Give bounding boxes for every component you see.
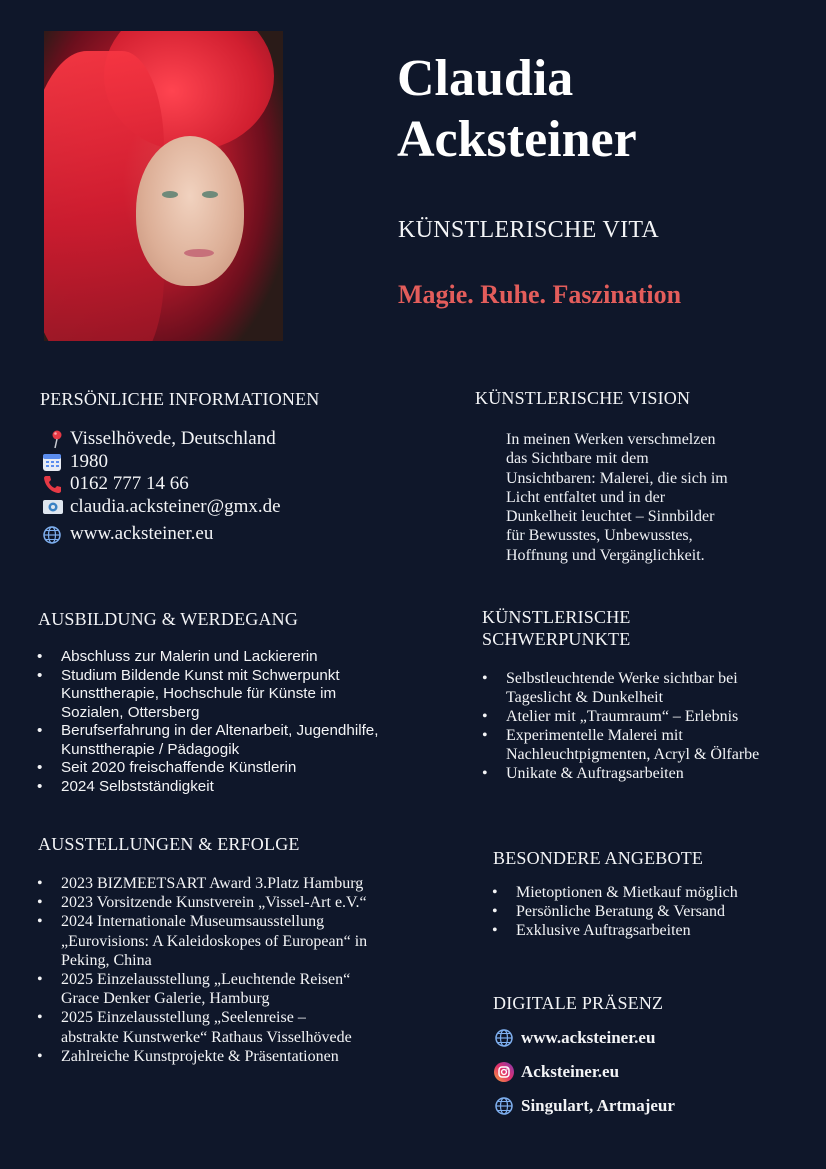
personal-info-heading: PERSÖNLICHE INFORMATIONEN <box>40 389 320 409</box>
exhibitions-list <box>37 874 437 1066</box>
education-list <box>37 648 437 796</box>
instagram-link[interactable]: Acksteiner.eu <box>493 1055 675 1089</box>
exhibitions-heading: AUSSTELLUNGEN & ERFOLGE <box>38 834 300 854</box>
location-item: Visselhövede, Deutschland <box>42 428 281 451</box>
list-item: • Atelier mit „Traumraum“ – Erlebnis <box>482 707 802 726</box>
list-item: • 2025 Einzelausstellung „Seelenreise – abstrakte Kunstwerke“ Rathaus Visselhövede <box>37 1008 437 1046</box>
focus-heading: KÜNSTLERISCHE SCHWERPUNKTE <box>482 607 631 649</box>
instagram-icon <box>493 1061 515 1083</box>
vision-text: In meinen Werken verschmelzen das Sichtbare mit dem Unsichtbaren: Malerei, die sich im Licht entfaltet und in der Dunkelheit leuchtet – Sinnbilder für Bewusstes, Unbewusstes, Hoffnung und Vergänglichkeit. <box>506 431 728 564</box>
list-item: • Selbstleuchtende Werke sichtbar bei Tageslicht & Dunkelheit <box>482 669 802 707</box>
first-name: Claudia <box>397 50 574 107</box>
list-item: • 2023 BIZMEETSART Award 3.Platz Hamburg <box>37 874 437 893</box>
email-icon <box>42 497 64 517</box>
list-item: • Berufserfahrung in der Altenarbeit, Jugendhilfe, Kunsttherapie / Pädagogik <box>37 722 437 759</box>
offers-heading: BESONDERE ANGEBOTE <box>493 848 704 868</box>
birth-year-item: 1980 <box>42 451 281 474</box>
document-subtitle: KÜNSTLERISCHE VITA <box>398 217 660 243</box>
map-pin-icon <box>42 429 64 449</box>
list-item: • Mietoptionen & Mietkauf möglich <box>492 883 792 902</box>
offers-list <box>492 883 792 940</box>
email-item[interactable]: claudia.acksteiner@gmx.de <box>42 496 281 519</box>
vision-heading: KÜNSTLERISCHE VISION <box>475 388 691 408</box>
portrait-photo <box>44 31 283 341</box>
page-title <box>397 48 797 170</box>
list-item: • 2024 Internationale Museumsausstellung „Eurovisions: A Kaleidoskopes of European“ in Peking, China <box>37 912 437 970</box>
last-name: Acksteiner <box>397 111 637 168</box>
globe-icon <box>493 1095 515 1117</box>
platforms-link[interactable]: Singulart, Artmajeur <box>493 1089 675 1123</box>
tagline: Magie. Ruhe. Faszination <box>398 280 682 309</box>
list-item: • Persönliche Beratung & Versand <box>492 902 792 921</box>
list-item: • Exklusive Auftragsarbeiten <box>492 921 792 940</box>
phone-icon <box>42 474 64 494</box>
list-item: • Abschluss zur Malerin und Lackiererin <box>37 648 437 667</box>
globe-icon <box>493 1027 515 1049</box>
focus-list <box>482 669 802 783</box>
globe-icon <box>42 525 64 545</box>
calendar-icon <box>42 452 64 472</box>
website-item[interactable]: www.acksteiner.eu <box>42 523 281 546</box>
list-item: • Studium Bildende Kunst mit Schwerpunkt Kunsttherapie, Hochschule für Künste im Sozialen, Ottersberg <box>37 667 437 723</box>
list-item: • Unikate & Auftragsarbeiten <box>482 764 802 783</box>
list-item: • 2023 Vorsitzende Kunstverein „Vissel-Art e.V.“ <box>37 893 437 912</box>
list-item: • Experimentelle Malerei mit Nachleuchtpigmenten, Acryl & Ölfarbe <box>482 726 802 764</box>
list-item: • 2024 Selbstständigkeit <box>37 778 437 797</box>
digital-heading: DIGITALE PRÄSENZ <box>493 993 664 1013</box>
personal-info-list <box>42 428 281 546</box>
website-link[interactable]: www.acksteiner.eu <box>493 1021 675 1055</box>
education-heading: AUSBILDUNG & WERDEGANG <box>38 609 299 629</box>
list-item: • 2025 Einzelausstellung „Leuchtende Reisen“ Grace Denker Galerie, Hamburg <box>37 970 437 1008</box>
list-item: • Seit 2020 freischaffende Künstlerin <box>37 759 437 778</box>
list-item: • Zahlreiche Kunstprojekte & Präsentationen <box>37 1047 437 1066</box>
phone-item[interactable]: 0162 777 14 66 <box>42 473 281 496</box>
digital-list <box>493 1021 675 1123</box>
